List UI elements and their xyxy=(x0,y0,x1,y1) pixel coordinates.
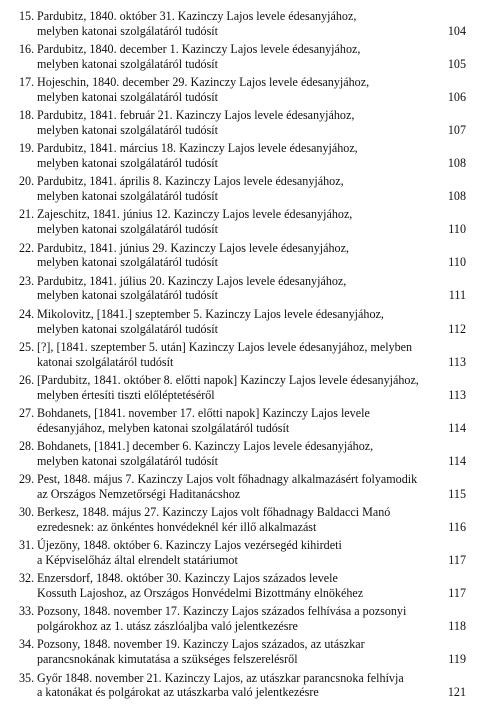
table-of-contents xyxy=(19,9,466,704)
entry-page-number: 108 xyxy=(447,189,466,204)
entry-title-line-1: Pardubitz, 1841. március 18. Kazinczy Lajos levele édesanyjához, xyxy=(37,141,358,156)
entry-title-line-2: ezredesnek: az önkéntes honvédeknél kér illő alkalmazást xyxy=(37,520,317,535)
entry-page-number: 108 xyxy=(447,156,466,171)
entry-title-line-1: Győr 1848. november 21. Kazinczy Lajos, az utászkar parancsnoka felhívja xyxy=(37,670,404,685)
entry-page-number: 111 xyxy=(448,288,466,303)
entry-number: 32. xyxy=(19,571,35,586)
entry-number: 22. xyxy=(19,240,35,255)
toc-entry xyxy=(19,42,466,72)
entry-page-number: 117 xyxy=(448,553,466,568)
entry-page-number: 119 xyxy=(448,652,466,667)
entry-title-line-1: Berkesz, 1848. május 27. Kazinczy Lajos volt főhadnagy Baldacci Manó xyxy=(37,505,391,520)
entry-number: 31. xyxy=(19,538,35,553)
entry-title-line-1: [?], [1841. szeptember 5. után] Kazinczy Lajos levele édesanyjához, melyben xyxy=(37,339,413,354)
entry-page-number: 104 xyxy=(447,23,466,38)
entry-title-line-2: melyben katonai szolgálatáról tudósít xyxy=(37,156,219,171)
entry-number: 29. xyxy=(19,472,35,487)
entry-number: 18. xyxy=(19,108,35,123)
entry-number: 24. xyxy=(19,306,35,321)
entry-number: 20. xyxy=(19,174,35,189)
entry-page-number: 121 xyxy=(447,685,466,700)
entry-title-line-1: Pardubitz, 1841. február 21. Kazinczy Lajos levele édesanyjához, xyxy=(37,108,355,123)
entry-page-number: 117 xyxy=(448,586,466,601)
entry-title-line-1: [Pardubitz, 1841. október 8. előtti napok] Kazinczy Lajos levele édesanyjához, xyxy=(37,372,419,387)
entry-title-line-2: melyben katonai szolgálatáról tudósít xyxy=(37,23,219,38)
entry-number: 30. xyxy=(19,505,35,520)
entry-page-number: 114 xyxy=(448,420,466,435)
entry-page-number: 116 xyxy=(448,520,466,535)
entry-page-number: 114 xyxy=(448,453,466,468)
toc-entry xyxy=(19,671,466,701)
toc-entry xyxy=(19,274,466,304)
entry-title-line-2: melyben katonai szolgálatáról tudósít xyxy=(37,288,219,303)
entry-title-line-1: Hojeschin, 1840. december 29. Kazinczy Lajos levele édesanyjához, xyxy=(37,75,370,90)
entry-number: 27. xyxy=(19,405,35,420)
entry-page-number: 112 xyxy=(448,321,466,336)
entry-title-line-2: a Képviselőház által elrendelt statáriumot xyxy=(37,553,238,568)
entry-title-line-1: Pozsony, 1848. november 17. Kazinczy Lajos százados felhívása a pozsonyi xyxy=(37,604,407,619)
entry-number: 33. xyxy=(19,604,35,619)
entry-number: 17. xyxy=(19,75,35,90)
entry-page-number: 110 xyxy=(448,222,466,237)
entry-title-line-2: melyben katonai szolgálatáról tudósít xyxy=(37,90,219,104)
toc-entry xyxy=(19,307,466,337)
entry-number: 16. xyxy=(19,42,35,57)
entry-number: 15. xyxy=(19,9,35,23)
entry-page-number: 115 xyxy=(448,486,466,501)
entry-title-line-2: polgárokhoz az 1. utász zászlóaljba való jelentkezésre xyxy=(37,619,298,634)
entry-title-line-1: Zajeschitz, 1841. június 12. Kazinczy Lajos levele édesanyjához, xyxy=(37,207,353,222)
entry-page-number: 107 xyxy=(447,123,466,138)
entry-title-line-1: Újezöny, 1848. október 6. Kazinczy Lajos vezérsegéd kihirdeti xyxy=(37,538,342,553)
entry-title-line-2: melyben katonai szolgálatáról tudósít xyxy=(37,453,219,468)
entry-title-line-1: Bohdanets, [1841. november 17. előtti napok] Kazinczy Lajos levele xyxy=(37,405,370,420)
entry-title-line-1: Pardubitz, 1841. június 29. Kazinczy Lajos levele édesanyjához, xyxy=(37,240,349,255)
toc-entry xyxy=(19,406,466,436)
entry-number: 21. xyxy=(19,207,35,222)
toc-entry xyxy=(19,373,466,403)
entry-title-line-2: katonai szolgálatáról tudósít xyxy=(37,354,174,369)
entry-number: 19. xyxy=(19,141,35,156)
toc-entry xyxy=(19,439,466,469)
entry-title-line-2: melyben értesíti tiszti előléptetéséről xyxy=(37,387,215,402)
entry-title-line-1: Mikolovitz, [1841.] szeptember 5. Kazinczy Lajos levele édesanyjához, xyxy=(37,306,384,321)
entry-page-number: 110 xyxy=(448,255,466,270)
entry-title-line-2: Kossuth Lajoshoz, az Országos Honvédelmi Bizottmány elnökéhez xyxy=(37,586,364,601)
entry-page-number: 106 xyxy=(447,90,466,104)
entry-page-number: 105 xyxy=(447,56,466,71)
entry-title-line-2: az Országos Nemzetőrségi Haditanácshoz xyxy=(37,486,241,501)
entry-page-number: 113 xyxy=(448,387,466,402)
entry-number: 34. xyxy=(19,637,35,652)
entry-number: 28. xyxy=(19,439,35,454)
toc-entry xyxy=(19,141,466,171)
toc-entry xyxy=(19,9,466,39)
toc-entry xyxy=(19,472,466,502)
entry-number: 26. xyxy=(19,372,35,387)
entry-page-number: 113 xyxy=(448,354,466,369)
entry-title-line-2: melyben katonai szolgálatáról tudósít xyxy=(37,189,219,204)
toc-entry xyxy=(19,108,466,138)
toc-entry xyxy=(19,505,466,535)
entry-title-line-2: a katonákat és polgárokat az utászkarba való jelentkezésre xyxy=(37,685,319,700)
toc-entry xyxy=(19,207,466,237)
entry-title-line-1: Bohdanets, [1841.] december 6. Kazinczy Lajos levele édesanyjához, xyxy=(37,439,374,454)
entry-title-line-2: melyben katonai szolgálatáról tudósít xyxy=(37,321,219,336)
toc-entry xyxy=(19,538,466,568)
toc-entry xyxy=(19,571,466,601)
entry-title-line-1: Pardubitz, 1841. április 8. Kazinczy Lajos levele édesanyjához, xyxy=(37,174,344,189)
entry-title-line-2: édesanyjához, melyben katonai szolgálatáról tudósít xyxy=(37,420,290,435)
entry-number: 25. xyxy=(19,339,35,354)
entry-page-number: 118 xyxy=(448,619,466,634)
toc-entry xyxy=(19,75,466,105)
entry-title-line-2: melyben katonai szolgálatáról tudósít xyxy=(37,222,219,237)
entry-title-line-1: Enzersdorf, 1848. október 30. Kazinczy Lajos százados levele xyxy=(37,571,338,586)
entry-title-line-1: Pardubitz, 1840. október 31. Kazinczy Lajos levele édesanyjához, xyxy=(37,9,357,23)
toc-entry xyxy=(19,604,466,634)
entry-title-line-2: melyben katonai szolgálatáról tudósít xyxy=(37,123,219,138)
entry-title-line-1: Pest, 1848. május 7. Kazinczy Lajos volt főhadnagy alkalmazásért folyamodik xyxy=(37,472,418,487)
toc-entry xyxy=(19,174,466,204)
entry-title-line-1: Pardubitz, 1840. december 1. Kazinczy Lajos levele édesanyjához, xyxy=(37,42,361,57)
toc-entry xyxy=(19,241,466,271)
toc-entry xyxy=(19,340,466,370)
entry-title-line-2: melyben katonai szolgálatáról tudósít xyxy=(37,255,219,270)
entry-number: 23. xyxy=(19,273,35,288)
entry-number: 35. xyxy=(19,670,35,685)
entry-title-line-1: Pardubitz, 1841. július 20. Kazinczy Lajos levele édesanyjához, xyxy=(37,273,347,288)
entry-title-line-2: melyben katonai szolgálatáról tudósít xyxy=(37,56,219,71)
entry-title-line-1: Pozsony, 1848. november 19. Kazinczy Lajos százados, az utászkar xyxy=(37,637,365,652)
entry-title-line-2: parancsnokának kimutatása a szükséges felszerelésről xyxy=(37,652,298,667)
